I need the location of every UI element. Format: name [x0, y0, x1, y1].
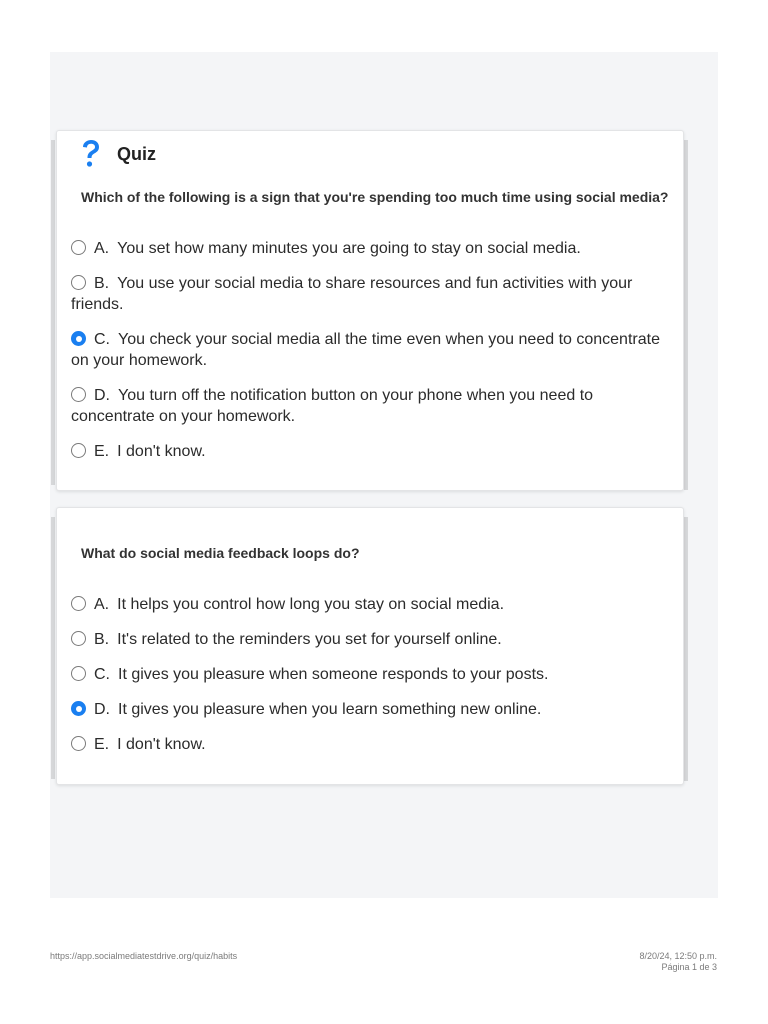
radio-button[interactable] [71, 387, 86, 402]
option-e[interactable]: E. I don't know. [71, 441, 663, 462]
radio-button[interactable] [71, 631, 86, 646]
option-b[interactable]: B. It's related to the reminders you set for yourself online. [71, 629, 663, 650]
radio-button[interactable] [71, 443, 86, 458]
option-a[interactable]: A. You set how many minutes you are going to stay on social media. [71, 238, 663, 259]
radio-button[interactable] [71, 736, 86, 751]
option-d[interactable]: D. You turn off the notification button on your phone when you need to concentrate on your homework. [71, 387, 594, 425]
radio-button[interactable] [71, 596, 86, 611]
question-text: What do social media feedback loops do? [81, 545, 360, 561]
options-list [71, 238, 663, 476]
option-e[interactable]: E. I don't know. [71, 734, 663, 755]
card-edge [684, 140, 688, 490]
option-d[interactable]: D. It gives you pleasure when you learn something new online. [71, 699, 663, 720]
radio-button[interactable] [71, 240, 86, 255]
radio-button-selected[interactable] [71, 701, 86, 716]
footer-datetime: 8/20/24, 12:50 p.m. [639, 951, 717, 961]
quiz-card-2 [56, 507, 684, 785]
radio-button-selected[interactable] [71, 331, 86, 346]
options-list [71, 594, 663, 769]
footer-page-number: Página 1 de 3 [661, 962, 717, 972]
question-text: Which of the following is a sign that you're spending too much time using social media? [81, 189, 669, 205]
quiz-header [79, 139, 156, 169]
option-a[interactable]: A. It helps you control how long you stay on social media. [71, 594, 663, 615]
card-edge [51, 517, 55, 779]
option-c[interactable]: C. It gives you pleasure when someone responds to your posts. [71, 664, 663, 685]
quiz-card-1 [56, 130, 684, 491]
card-edge [684, 517, 688, 781]
quiz-title: Quiz [117, 143, 156, 164]
option-c[interactable]: C. You check your social media all the time even when you need to concentrate on your homework. [71, 331, 660, 369]
footer-url: https://app.socialmediatestdrive.org/quiz/habits [50, 951, 238, 961]
option-b[interactable]: B. You use your social media to share resources and fun activities with your friends. [71, 275, 633, 313]
radio-button[interactable] [71, 275, 86, 290]
question-mark-icon [79, 139, 101, 169]
card-edge [51, 140, 55, 485]
radio-button[interactable] [71, 666, 86, 681]
footer-meta [639, 951, 717, 973]
